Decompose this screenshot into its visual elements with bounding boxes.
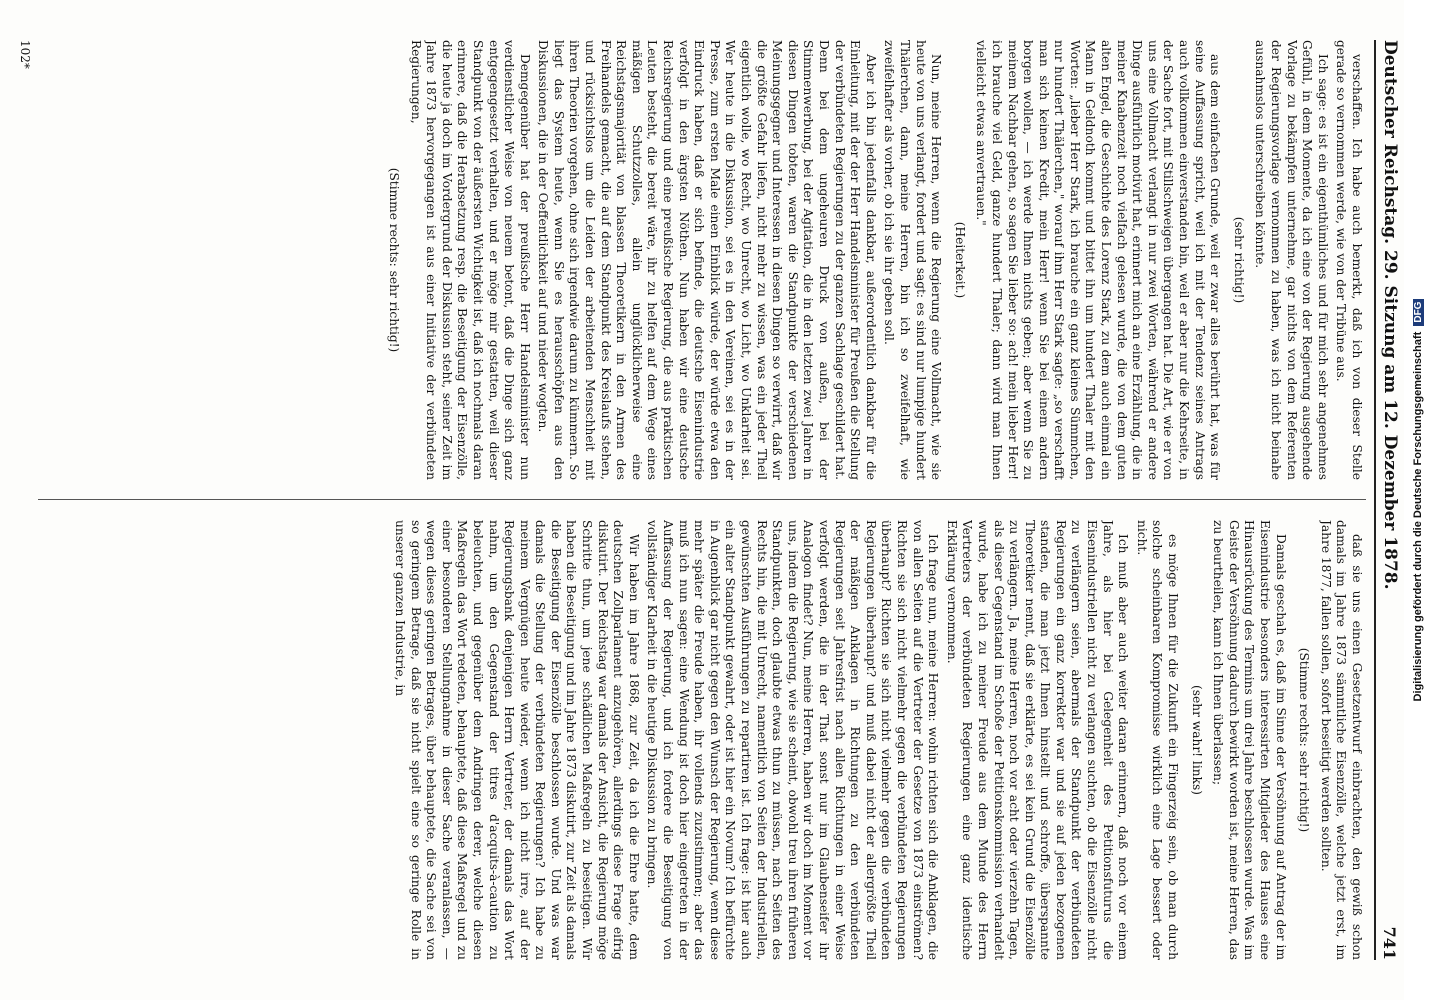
interjection: (sehr wahr! links) xyxy=(1189,685,1204,795)
page-title: Deutscher Reichstag. 29. Sitzung am 12. Dezember 1878. xyxy=(1380,40,1400,590)
interjection: (Stimme rechts: sehr richtig!) xyxy=(386,167,401,353)
interjection: (Stimme rechts: sehr richtig!) xyxy=(1297,647,1312,833)
paragraph: es möge Ihnen für die Zukunft ein Fingerzeig sein, ob man durch solche scheinbaren Kompromisse wirklich eine Lage bessert oder nicht. xyxy=(1134,520,1181,960)
left-column xyxy=(36,40,1364,480)
interjection: (sehr richtig!) xyxy=(1231,216,1246,304)
page-number: 741 xyxy=(1380,926,1399,960)
paragraph: Aber ich bin jedenfalls dankbar, außerordentlich dankbar für die Einleitung, mit der der Herr Handelsminister für Preußen die Stellung der verbündeten Regierungen zu der ganzen Sachlage geschildert hat. Denn bei dem ungeheuren Druck von außen, bei der Stimmenwerbung, bei der Agitation, die in den letzten zwei Jahren in diesen Dingen tobten, waren die Standpunkte der verschiedenen Meinungsgegner und Interessen in diesen Dingen so verwirrt, daß wir die größte Gefahr liefen, nicht mehr zu wissen, was ein jeder Theil eigentlich wolle, wo Recht, wo Unrecht, wo Licht, wo Unklarheit sei. Wer heute in die Diskussion, sei es in den Vereinen, sei es in der Presse, zum ersten Male einen Einblick würde, der würde etwa den Eindruck haben, daß er sich befinde, die deutsche Eisenindustrie verfolgt in den ärgsten Nöthen. Nun haben wir eine deutsche Reichsregierung und eine preußische Regierung, die aus praktischen Leuten besteht, die bereit wäre, ihr zu helfen auf dem Wege eines mäßigen Schutzzolles, allein unglücklicherweise eine Reichstagsmajorität von blassen Theoretikern in den Armen des Freihandels gemacht, die auf dem Standpunkt des Kreislaufs stehen, und rücksichtslos um die Leiden der arbeitenden Menschheit mit ihren Theorien vorgehen, ohne sich irgendwie darum zu kümmern. So liegt das System heute, wenn Sie es herausschöpfen aus den Diskussionen, die in der Oeffentlichkeit auf und nieder wogten. xyxy=(536,40,878,480)
paragraph: Ich muß aber auch weiter daran erinnern, daß noch vor einem Jahre, als hier bei Gelegenheit des Petitionsfuturus die Eisenindustriellen nicht zu verlangen suchten, ob die Eisenzölle nicht zu verlängern seien, abermals der Standpunkt der verbündeten Regierungen ein ganz korrekter war und sie auf jeden bezogenen standen, die man jetzt Ihnen hinstellt und schroffe, überspannte Theoretiker nennt, daß sie erklärte, es sei kein Grund die Eisenzölle zu verlängern. Ja, meine Herren, noch vor acht oder vierzehn Tagen, als dieser Gegenstand im Schoße der Petitionskommission verhandelt wurde, habe ich zu meiner Freude aus dem Munde des Herrn Vertreters der verbündeten Regierungen eine ganz identische Erklärung vernommen. xyxy=(944,520,1131,960)
dfg-logo: DFG xyxy=(1413,299,1424,326)
paragraph: Damals geschah es, daß im Sinne der Versöhnung auf Antrag der im Eisenindustrie besonders interessirten Mitglieder des Hauses eine Hinausrückung des Termins um drei Jahre beschlossen wurde. Was im Geiste der Versöhnung dadurch bewirkt worden ist, meine Herren, das zu beurtheilen, kann ich Ihnen überlassen; xyxy=(1211,520,1288,960)
column-divider xyxy=(38,499,1366,500)
paragraph: verschaffen. Ich habe auch bemerkt, daß ich von dieser Stelle gerade so vernommen werde, wie von der Tribüne aus. xyxy=(1334,40,1364,480)
paragraph: Wir haben im Jahre 1868, zur Zeit, da ich die Ehre hatte, dem deutschen Zollparlament anzugehören, allerdings diese Frage eifrig diskutirt. Der Reichstag war damals der Ansicht, die Regierung möge Schritte thun, um jene schädlichen Maßregeln zu beseitigen. Wir haben die Beseitigung und im Jahre 1873 diskutirt, zur Zeit als damals die Beseitigung der Eisenzölle beschlossen wurde. Und was war damals die Stellung der verbündeten Regierungen? Ich habe zu meinem Vergnügen heute wieder, wenn ich nicht irre, auf der Regierungsbank denjenigen Herrn Vertreter, der damals das Wort nahm, um den Gegenstand der titres d'acquits-à-caution zu beleuchten, und gegenüber dem Andringen derer, welche diesen Maßregeln das Wort redeten, behauptete, daß diese Maßregel und zu einer besonderen Stellungnahme in dieser Sache veranlassen, — wegen dieses geringen Betrages, über behauptete, die Sache sei von so geringem Betrage, daß sie nicht spielt eine so geringe Rolle in unserer ganzen Industrie, in xyxy=(392,520,641,960)
funding-text: Digitalisierung gefördert durch die Deutsche Forschungsgemeinschaft xyxy=(1412,331,1424,702)
paragraph: Ich sage: es ist ein eigenthümliches und für mich sehr angenehmes Gefühl, in dem Momente, da ich eine von der Regierung ausgehende Vorlage zu bekämpfen unternehme, gar nichts von dem Referenten der Regierungsvorlage vernommen zu haben, was ich nicht beinahe ausnahmslos unterschreiben könnte. xyxy=(1253,40,1330,480)
rotated-page-content xyxy=(16,20,1416,980)
digitization-notice xyxy=(1404,0,1432,1000)
interjection: (Heiterkeit.) xyxy=(952,221,967,299)
signature-mark: 102* xyxy=(18,40,32,69)
right-column xyxy=(36,520,1364,960)
paragraph: Nun, meine Herren, wenn die Regierung eine Vollmacht, wie sie heute von uns verlangt, fordert und sagt: es sind nur lumpige hundert Thälerchen, dann, meine Herren, bin ich so zweifelhaft, wie zweifelhafter als vorher, ob ich sie ihr geben soll. xyxy=(882,40,944,480)
paragraph: aus dem einfachen Grunde, weil er zwar alles berührt hat, was für seine Auffassung spricht, weil ich mit der Tendenz seines Antrags auch vollkommen einverstanden bin, weil er aber nur die Kehrseite, in der Sache fort, mit Stillschweigen übergangen hat. Die Art, wie er von uns eine Vollmacht verlangt in nur zwei Worten, während er andere Dinge ausführlich motivirt hat, erinnert mich an eine Erzählung, die in meiner Knabenzeit noch vielfach gelesen wurde, die von dem guten alten Engel, die Geschichte des Lorenz Stark, zu dem auch einmal ein Mann in Geldnoth kommt und bittet ihn um hundert Thaler mit den Worten: „lieber Herr Stark, ich brauche ein ganz kleines Sümmchen, nur hundert Thälerchen," worauf ihm Herr Stark sagte: „so verschafft man sich keinen Kredit, mein Herr! wenn Sie bei einem andern borgen wollen, — ich werde Ihnen nichts geben; aber wenn Sie zu meinem Nachbar gehen, so sagen Sie lieber so: ach! mein lieber Herr! ich brauche viel Geld, ganze hundert Thaler; dann wird man Ihnen vielleicht etwas anvertrauen." xyxy=(974,40,1223,480)
paragraph: Demgegenüber hat der preußische Herr Handelsminister nun verdienstlicher Weise von neuem betont, daß die Dinge sich ganz entgegengesetzt verhalten, und er möge mir gestatten, weil dieser Standpunkt von der äußersten Wichtigkeit ist, daß ich nochmals daran erinnere, daß die Herabsetzung resp. die Beseitigung der Eisenzölle, die heute ja doch im Vordergrund der Diskussion steht, seiner Zeit im Jahre 1873 hervorgegangen ist aus einer Initiative der verbündeten Regierungen, xyxy=(408,40,532,480)
digitization-notice-text xyxy=(1412,50,1424,950)
paragraph: daß sie uns einen Gesetzentwurf einbrachten, den gewiß schon damals im Jahre 1873 sämmtliche Eisenzölle, welche jetzt erst, im Jahre 1877, fallen sollen, sofort beseitigt werden sollten. xyxy=(1318,520,1364,960)
paragraph: Ich frage nun, meine Herren: wohin richten sich die Anklagen, die von allen Seiten auf die Vertreter der Gesetze von 1873 einströmen? Richten sie sich nicht vielmehr gegen die verbündeten Regierungen überhaupt? Richten sie sich nicht vielmehr gegen die verbündeten Regierungen überhaupt? und muß dabei nicht der allergrößte Theil der mäßigen Anklagen in Richtungen zu den verbündeten Regierungen seit Jahresfrist nach allen Richtungen in einer Weise verfolgt werden, die in der That sonst nur im Glaubenseifer ihr Analogon findet? Nun, meine Herren, haben wir doch im Moment vor uns, indem die Regierung, wie sie scheint, obwohl treu ihren früheren Standpunkten, doch glaubte etwas thun zu müssen, nach Seiten des Rechts hin, die mit Unrecht, namentlich von Seiten der Industriellen, gewünschten Ausführungen zu repartiren ist. Ich frage: ist hier auch ein alter Standpunkt gewahrt, oder ist hier ein Novum? Ich befürchte in Augenblick gar nicht gegen den Wunsch der Regierung, wenn diese mehr später die Freude haben, ihr vollends zuzustimmen; aber das muß ich nun sagen: eine Wendung ist doch hier eingetreten in der Auffassung der Regierung, und ich fordere die Beseitigung von vollständiger Klarheit in die heutige Diskussion zu bringen. xyxy=(645,520,941,960)
